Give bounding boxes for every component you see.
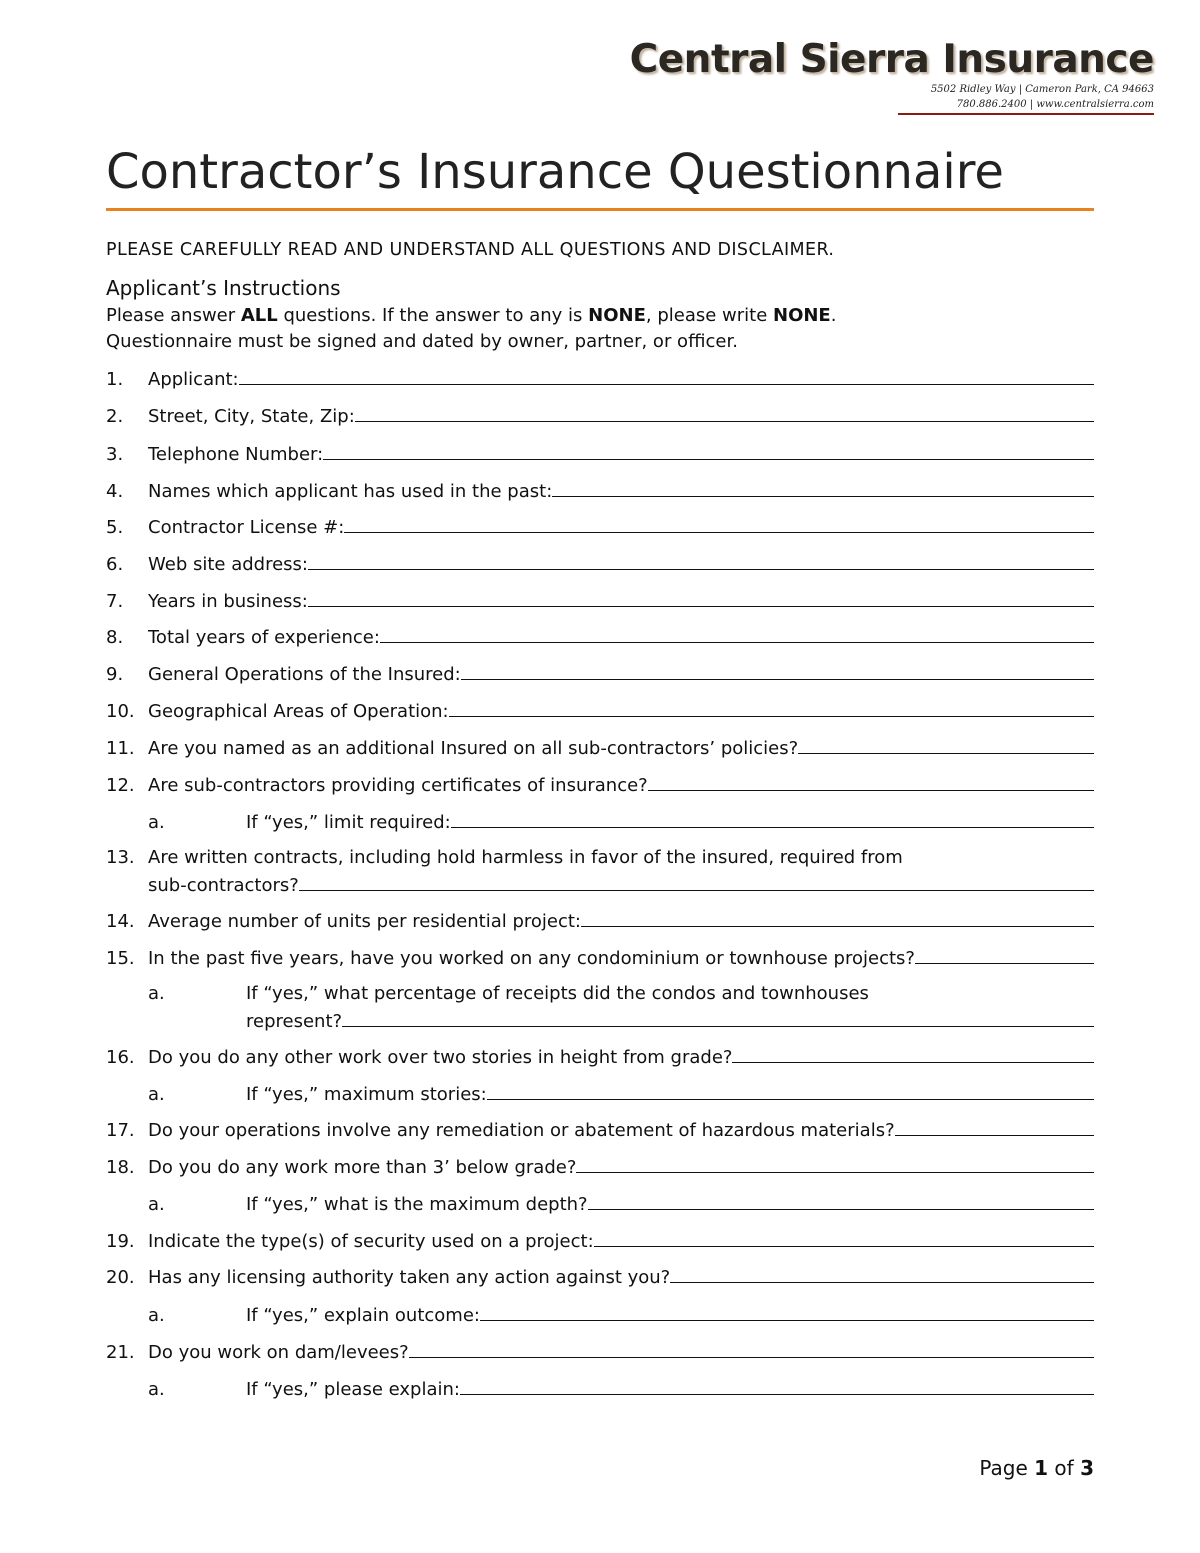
question-label: Contractor License #:	[148, 517, 345, 538]
question-number: 7.	[106, 591, 124, 612]
instr-emphasis: ALL	[240, 305, 278, 326]
answer-line[interactable]	[915, 944, 1094, 964]
question-number: 12.	[106, 775, 135, 796]
question-label: If “yes,” what is the maximum depth?	[246, 1194, 588, 1215]
question-label: In the past five years, have you worked on any condominium or townhouse projects?	[148, 948, 915, 969]
sub-question-letter: a.	[148, 812, 165, 833]
question-label: Street, City, State, Zip:	[148, 406, 355, 427]
question-label: Total years of experience:	[148, 627, 380, 648]
answer-line[interactable]	[461, 660, 1094, 680]
question-number: 1.	[106, 369, 124, 390]
answer-line[interactable]	[576, 1153, 1094, 1173]
question-number: 14.	[106, 911, 135, 932]
question-18	[106, 1153, 1094, 1179]
question-8	[106, 623, 1094, 649]
question-12	[106, 771, 1094, 797]
question-5	[106, 513, 1094, 539]
company-logo	[630, 38, 1154, 115]
answer-line[interactable]	[299, 871, 1094, 891]
question-number: 21.	[106, 1342, 135, 1363]
question-number: 9.	[106, 664, 124, 685]
answer-line[interactable]	[487, 1080, 1094, 1100]
page-current: 1	[1034, 1456, 1049, 1480]
question-14	[106, 907, 1094, 933]
answer-line[interactable]	[409, 1338, 1094, 1358]
question-11	[106, 734, 1094, 760]
question-label: Do you do any other work over two stories in height from grade?	[148, 1047, 733, 1068]
sub-question-letter: a.	[148, 1084, 165, 1105]
company-address: 5502 Ridley Way | Cameron Park, CA 94663	[930, 84, 1154, 95]
question-number: 5.	[106, 517, 124, 538]
answer-line[interactable]	[588, 1190, 1094, 1210]
company-contact: 780.886.2400 | www.centralsierra.com	[956, 99, 1154, 110]
question-label: Years in business:	[148, 591, 308, 612]
question-label: Has any licensing authority taken any action against you?	[148, 1267, 671, 1288]
answer-line[interactable]	[798, 734, 1094, 754]
question-label: Are sub-contractors providing certificates of insurance?	[148, 775, 648, 796]
question-number: 6.	[106, 554, 124, 575]
instr-text: questions. If the answer to any is	[277, 305, 589, 326]
question-label: Average number of units per residential project:	[148, 911, 581, 932]
question-20a	[106, 1301, 1094, 1327]
instructions-heading: Applicant’s Instructions	[106, 276, 341, 300]
question-label: Do you work on dam/levees?	[148, 1342, 409, 1363]
question-18a	[106, 1190, 1094, 1216]
sub-question-letter: a.	[148, 1379, 165, 1400]
question-19	[106, 1227, 1094, 1253]
question-9	[106, 660, 1094, 686]
sub-question-letter: a.	[148, 1194, 165, 1215]
question-label: If “yes,” please explain:	[246, 1379, 460, 1400]
answer-line[interactable]	[460, 1375, 1094, 1395]
question-label: If “yes,” explain outcome:	[246, 1305, 480, 1326]
instructions-line-1	[106, 303, 836, 329]
question-number: 3.	[106, 444, 124, 465]
question-15a	[106, 981, 1094, 1033]
question-number: 10.	[106, 701, 135, 722]
question-label: If “yes,” maximum stories:	[246, 1084, 487, 1105]
question-15	[106, 944, 1094, 970]
page-number	[979, 1456, 1094, 1480]
question-number: 18.	[106, 1157, 135, 1178]
question-10	[106, 697, 1094, 723]
answer-line[interactable]	[239, 365, 1094, 385]
question-12a	[106, 808, 1094, 834]
answer-line[interactable]	[451, 808, 1094, 828]
answer-line[interactable]	[594, 1227, 1094, 1247]
instr-text: .	[830, 305, 837, 326]
instr-emphasis: NONE	[588, 305, 646, 326]
question-4	[106, 477, 1094, 503]
question-number: 4.	[106, 481, 124, 502]
answer-line[interactable]	[581, 907, 1094, 927]
answer-line[interactable]	[380, 623, 1094, 643]
question-2	[106, 402, 1094, 428]
answer-line[interactable]	[895, 1116, 1094, 1136]
question-label: Applicant:	[148, 369, 239, 390]
question-label: If “yes,” limit required:	[246, 812, 451, 833]
answer-line[interactable]	[308, 550, 1094, 570]
question-21	[106, 1338, 1094, 1364]
answer-line[interactable]	[648, 771, 1094, 791]
answer-line[interactable]	[480, 1301, 1094, 1321]
question-label: Names which applicant has used in the past:	[148, 481, 553, 502]
question-number: 13.	[106, 847, 135, 868]
question-6	[106, 550, 1094, 576]
question-label: General Operations of the Insured:	[148, 664, 461, 685]
answer-line[interactable]	[342, 1007, 1094, 1027]
company-name: Central Sierra Insurance	[629, 37, 1154, 82]
question-label-cont: sub-contractors?	[148, 875, 299, 896]
logo-underline	[898, 113, 1154, 115]
question-17	[106, 1116, 1094, 1142]
answer-line[interactable]	[344, 513, 1094, 533]
question-number: 16.	[106, 1047, 135, 1068]
question-20	[106, 1263, 1094, 1289]
question-label: Web site address:	[148, 554, 308, 575]
question-label: Do your operations involve any remediation or abatement of hazardous materials?	[148, 1120, 895, 1141]
instr-emphasis: NONE	[773, 305, 831, 326]
answer-line[interactable]	[732, 1043, 1094, 1063]
question-16	[106, 1043, 1094, 1069]
question-number: 17.	[106, 1120, 135, 1141]
sub-question-letter: a.	[148, 1305, 165, 1326]
instructions-line-2: Questionnaire must be signed and dated by owner, partner, or officer.	[106, 331, 738, 352]
page-total: 3	[1080, 1456, 1094, 1480]
question-label: Do you do any work more than 3’ below grade?	[148, 1157, 577, 1178]
question-3	[106, 440, 1094, 466]
sub-question-letter: a.	[148, 983, 165, 1004]
answer-line[interactable]	[552, 477, 1094, 497]
question-number: 15.	[106, 948, 135, 969]
question-number: 2.	[106, 406, 124, 427]
page-of-label: of	[1048, 1456, 1081, 1480]
question-number: 11.	[106, 738, 135, 759]
answer-line[interactable]	[323, 440, 1094, 460]
document-title: Contractor’s Insurance Questionnaire	[106, 144, 1004, 200]
question-16a	[106, 1080, 1094, 1106]
answer-line[interactable]	[355, 402, 1094, 422]
question-7	[106, 587, 1094, 613]
title-divider	[106, 208, 1094, 211]
question-number: 8.	[106, 627, 124, 648]
question-21a	[106, 1375, 1094, 1401]
answer-line[interactable]	[449, 697, 1094, 717]
question-label: Telephone Number:	[148, 444, 324, 465]
instr-text: , please write	[645, 305, 773, 326]
instr-text: Please answer	[106, 305, 241, 326]
instructions-body	[106, 303, 836, 355]
question-label: If “yes,” what percentage of receipts did the condos and townhouses	[246, 983, 869, 1004]
question-number: 20.	[106, 1267, 135, 1288]
question-1	[106, 365, 1094, 391]
question-label: Geographical Areas of Operation:	[148, 701, 449, 722]
page-label: Page	[979, 1456, 1035, 1480]
disclaimer-notice: PLEASE CAREFULLY READ AND UNDERSTAND ALL QUESTIONS AND DISCLAIMER.	[106, 240, 835, 260]
question-label: Are written contracts, including hold harmless in favor of the insured, required from	[148, 847, 903, 868]
question-label-cont: represent?	[246, 1011, 343, 1032]
question-number: 19.	[106, 1231, 135, 1252]
question-label: Are you named as an additional Insured on all sub-contractors’ policies?	[148, 738, 799, 759]
answer-line[interactable]	[308, 587, 1094, 607]
answer-line[interactable]	[670, 1263, 1094, 1283]
question-label: Indicate the type(s) of security used on a project:	[148, 1231, 594, 1252]
question-13	[106, 845, 1094, 897]
